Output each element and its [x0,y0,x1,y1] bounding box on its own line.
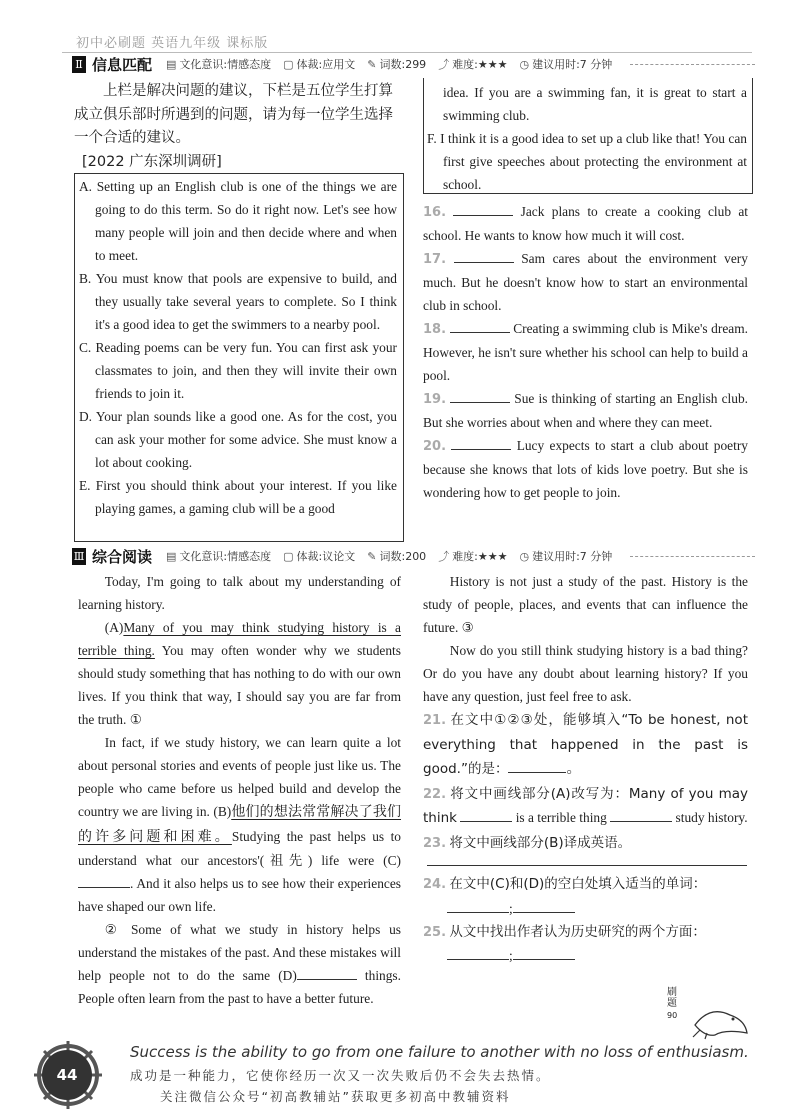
section-2-title: 信息匹配 [92,55,153,74]
source-tag: [2022 广东深圳调研] [82,153,222,170]
question-17: 17. Sam cares about the environment very much. But he doesn't know how to start an environmental club in school. [423,247,748,317]
doodle-text: 刷题 [667,987,677,1009]
chart-icon: ⤴ [438,58,450,71]
question-22: 22. 将文中画线部分(A)改写为：Many of you may think is a terrible thing study history. [423,785,748,826]
passage-left [78,570,401,1010]
answer-blank[interactable] [447,945,509,960]
answer-line[interactable] [427,865,747,866]
pen-icon: ✎ [367,549,377,563]
option-c: C. Reading poems can be very fun. You can first ask your classmates to join, and then they will invite their own friends to join it. [79,340,397,401]
question-24: 24. 在文中(C)和(D)的空白处填入适当的单词： [423,876,707,892]
passage-p3: In fact, if we study history, we can learn quite a lot about personal stories and events of people just like us. The people who came before us helped build and develop the country we are living in. (B)他们的想法常常解决了我们的许多问题和困难。Studying the past helps us to understand what our ancestors'(祖先) life were (C). And it also helps us to see how their experiences have shaped our own life. [78,735,402,914]
underlined-a: Many of you may think studying history is a terrible thing. [78,620,401,658]
section-2-number: Ⅱ [72,56,86,73]
quote-english: Success is the ability to go from one failure to another with no loss of enthusiasm. [130,1043,749,1061]
word-count: 词数:299 [379,58,427,71]
answer-blank[interactable] [451,435,511,450]
difficulty: 难度:★★★ [452,550,508,563]
question-20: 20. Lucy expects to start a club about poetry because she knows that lots of kids love poetry. But she is wondering how to get people to join. [423,434,748,504]
difficulty: 难度:★★★ [452,58,508,71]
option-b: B. You must know that pools are expensive to build, and they usually take several years to complete. So I think it's a good idea to get the swimmers to a nearby pool. [79,271,397,332]
answer-blank[interactable] [450,318,510,333]
pen-icon: ✎ [367,57,377,71]
culture-tag: 文化意识:情感态度 [179,550,272,563]
option-f: F. I think it is a good idea to set up a club like that! You can first give speeches about protecting the environment at school. [427,131,747,192]
underlined-b: 他们的想法常常解决了我们的许多问题和困难。 [78,804,402,845]
quote-chinese: 成功是一种能力，它使你经历一次又一次失败后仍不会失去热情。 [130,1068,551,1083]
wechat-notice: 关注微信公众号“初高教辅站”获取更多初高中教辅资料 [160,1089,511,1104]
question-23: 23. 将文中画线部分(B)译成英语。 [423,834,632,851]
option-e-tail: idea. If you are a swimming fan, it is great to start a swimming club. [443,85,747,123]
passage-p4: ② Some of what we study in history helps us understand the mistakes of the past. And these mistakes will help people not to do the same (D) things. People often learn from the past to have a better future. [78,922,401,1006]
passage-right [423,570,748,967]
blank-c[interactable] [78,873,130,888]
options-right-text [427,81,747,196]
questions-16-20 [423,200,748,504]
suggested-time: 建议用时:7 分钟 [532,550,613,563]
word-count: 词数:200 [379,550,427,563]
option-a: A. Setting up an English club is one of the things we are going to do this term. So do it right now. Let's see how many people will join and then decide where and when to meet. [79,179,397,263]
answer-blank[interactable] [513,898,575,913]
clock-icon: ◷ [519,57,530,71]
answer-blank[interactable] [454,248,514,263]
options-box-left [74,173,404,542]
question-25-answers: ; [423,944,748,967]
passage-p6: Now do you still think studying history is a bad thing? Or do you have any doubt about learning history? If you have any question, just feel free to ask. [423,643,748,704]
section-2-left [74,80,402,174]
section-3-bar [72,544,755,568]
section-divider [630,556,755,557]
genre-tag: 体裁:议论文 [296,550,356,563]
book-icon: ▤ [166,57,177,71]
book-icon: ▤ [166,549,177,563]
doodle-number: 90 [667,1011,678,1020]
passage-p5: History is not just a study of the past. History is the study of people, places, and events that can influence the future. ③ [423,574,748,635]
answer-blank[interactable] [610,807,672,822]
section-2-bar [72,52,755,76]
section-3-number: Ⅲ [73,549,85,563]
passage-p2: (A)Many of you may think studying history is a terrible thing. You may often wonder why we students should study something that has nothing to do with our own lives. If you think that way, I should say you are far from the truth. ① [78,620,401,727]
page-number: 44 [42,1050,92,1100]
answer-blank[interactable] [447,898,509,913]
answer-blank[interactable] [450,388,510,403]
answer-blank[interactable] [508,758,566,773]
document-icon: ▢ [283,57,294,71]
chart-icon: ⤴ [438,550,450,563]
culture-tag: 文化意识:情感态度 [179,58,272,71]
passage-p1: Today, I'm going to talk about my understanding of learning history. [78,574,401,612]
answer-blank[interactable] [513,945,575,960]
option-d: D. Your plan sounds like a good one. As for the cost, you can ask your mother for some advice. She must know a lot about cooking. [79,409,397,470]
page-footer [0,1035,800,1115]
book-title: 初中必刷题 英语九年级 课标版 [76,36,269,51]
section-3-title: 综合阅读 [92,547,153,566]
question-16: 16. Jack plans to create a cooking club at school. He wants to know how much it will cost. [423,200,748,247]
document-icon: ▢ [283,549,294,563]
genre-tag: 体裁:应用文 [296,58,356,71]
page-header [62,6,752,51]
section-divider [630,64,755,65]
answer-blank[interactable] [460,807,512,822]
option-e: E. First you should think about your interest. If you like playing games, a gaming club will be a good [79,478,397,516]
question-19: 19. Sue is thinking of starting an English club. But she worries about when and where they can meet. [423,387,748,434]
question-21: 21. 在文中①②③处，能够填入“To be honest, not everything that happened in the past is good.”的是： 。 [423,712,748,777]
blank-d[interactable] [297,965,357,980]
question-18: 18. Creating a swimming club is Mike's dream. However, he isn't sure whether his school can help to build a pool. [423,317,748,387]
question-24-answers: ; [423,897,748,920]
suggested-time: 建议用时:7 分钟 [532,58,613,71]
answer-blank[interactable] [453,201,513,216]
clock-icon: ◷ [519,549,530,563]
instruction: 上栏是解决问题的建议，下栏是五位学生打算成立俱乐部时所遇到的问题，请为每一位学生选择一个合适的建议。 [74,83,393,146]
question-25: 25. 从文中找出作者认为历史研究的两个方面： [423,923,706,940]
